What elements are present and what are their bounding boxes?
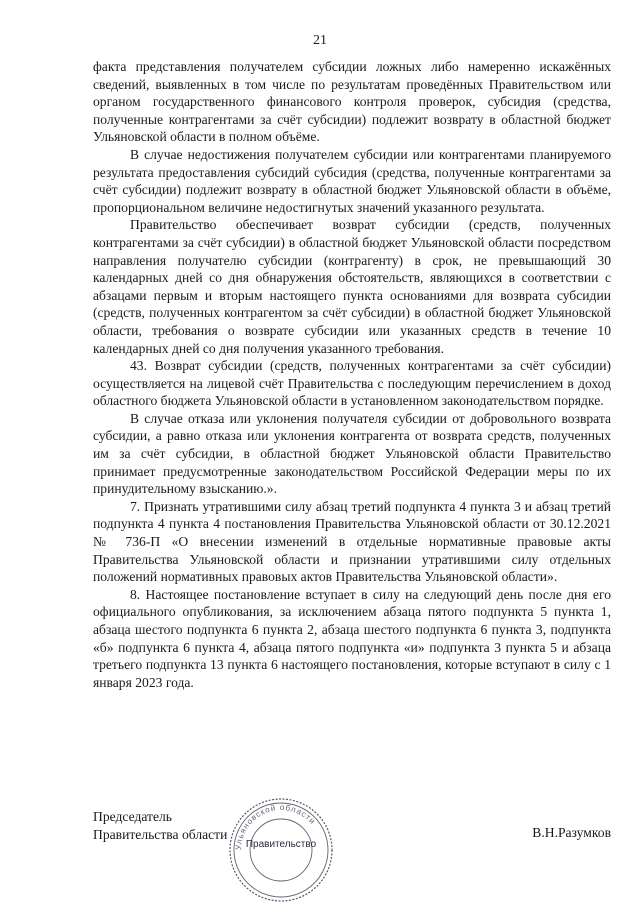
document-body (93, 58, 611, 691)
signatory-position (93, 808, 227, 844)
signatory-position-line2: Правительства области (93, 827, 228, 842)
paragraph-item-43: 43. Возврат субсидии (средств, полученных контрагентами за счёт субсидии) осуществляется на лицевой счёт Правительства с последующим перечислением в доход областного бюджета Ульяновской области в установленном законодательством порядке. (93, 358, 611, 409)
paragraph: Правительство обеспечивает возврат субсидии (средств, полученных контрагентами за счёт субсидии) в областной бюджет Ульяновской области посредством направления получателю субсидии (контрагенту) в срок, не превышающий 30 календарных дней со дня обнаружения обстоятельств, являющихся в соответствии с абзацами первым и вторым настоящего пункта основаниями для возврата субсидии (средств, полученных контрагентом за счёт субсидии) в областной бюджет Ульяновской области, требования о возврате субсидии или указанных средств в течение 10 календарных дней со дня получения указанного требования. (93, 217, 611, 356)
paragraph: В случае недостижения получателем субсидии или контрагентами планируемого результата предоставления субсидий субсидия (средства, полученные контрагентами за счёт субсидии) подлежит возврату в областной бюджет Ульяновской области в объёме, пропорциональном величине недостигнутых значений указанного результата. (93, 146, 611, 215)
paragraph: В случае отказа или уклонения получателя субсидии от добровольного возврата субсидии, а равно отказа или уклонения контрагента от возврата средств, полученных им за счёт субсидии, в областной бюджет Ульяновской области Правительство принимает предусмотренные законодательством Российской Федерации меры по их принудительному взысканию.». (93, 410, 611, 497)
paragraph-continuation: факта представления получателем субсидии ложных либо намеренно искажённых сведений, выявленных в том числе по результатам проведённых Правительством или органом государственного финансового контроля проверок, субсидия (средства, полученные контрагентами за счёт субсидии) подлежит возврату в областной бюджет Ульяновской области в полном объёме. (93, 59, 611, 145)
paragraph-item-7: 7. Признать утратившими силу абзац третий подпункта 4 пункта 3 и абзац третий подпункта 4 пункта 4 постановления Правительства Ульяновской области от 30.12.2021 № 736-П «О внесении изменений в отдельные нормативные правовые акты Правительства Ульяновской области и признании утратившими силу отдельных положений нормативных правовых актов Правительства Ульяновской области». (93, 498, 611, 585)
signature-block (93, 808, 611, 888)
seal-ring-text: Ульяновской области (233, 802, 318, 851)
signatory-position-line1: Председатель (93, 809, 172, 824)
seal-center-text: Правительство (245, 839, 317, 850)
signatory-name: В.Н.Разумков (532, 825, 611, 840)
seal-graphic (226, 795, 336, 905)
official-seal (226, 795, 336, 905)
paragraph-item-8: 8. Настоящее постановление вступает в силу на следующий день после дня его официального опубликования, за исключением абзаца пятого подпункта 5 пункта 1, абзаца шестого подпункта 6 пункта 2, абзаца шестого подпункта 6 пункта 3, подпункта «б» подпункта 6 пункта 4, абзаца пятого подпункта «и» подпункта 3 пункта 5 и абзаца третьего подпункта 13 пункта 6 настоящего постановления, которые вступают в силу с 1 января 2023 года. (93, 586, 611, 690)
page-number: 21 (313, 33, 327, 48)
